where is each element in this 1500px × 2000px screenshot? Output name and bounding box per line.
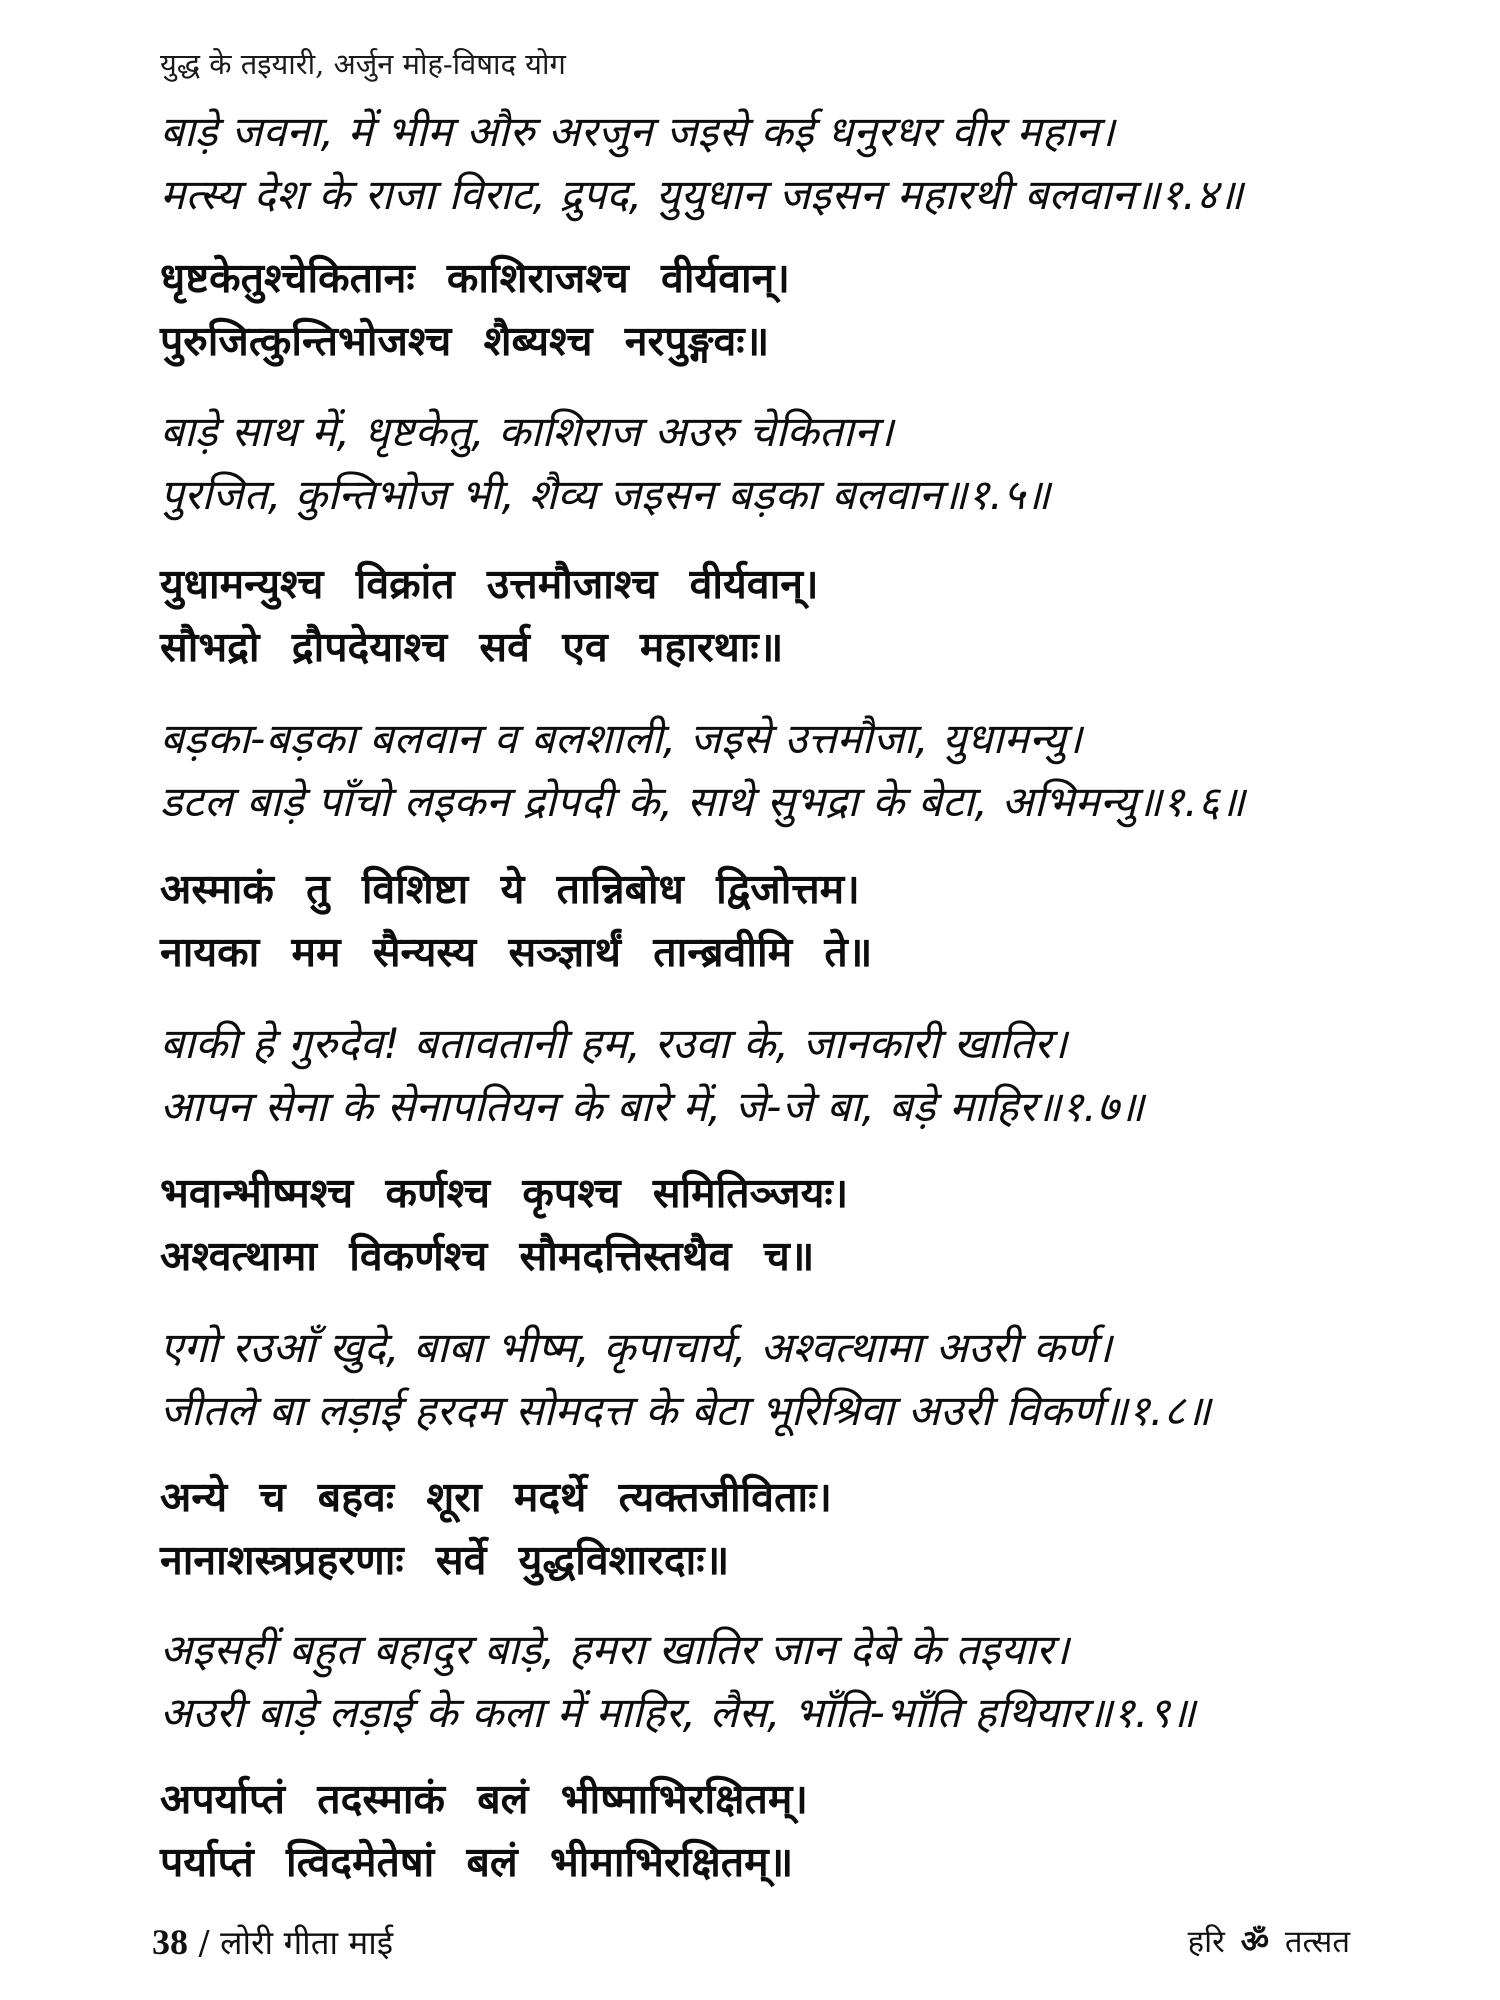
verse-line: पुरुजित्कुन्तिभोजश्च शैब्यश्च नरपुङ्गवः॥ bbox=[160, 317, 770, 365]
verse-line: नानाशस्त्रप्रहरणाः सर्वे युद्धविशारदाः॥ bbox=[160, 1536, 730, 1584]
verse-line: डटल बाड़े पाँचो लइकन द्रोपदी के, साथे सुभद्रा के बेटा, अभिमन्यु॥१.६॥ bbox=[160, 777, 1246, 826]
verse-line: भवान्भीष्मश्च कर्णश्च कृपश्च समितिञ्जयः। bbox=[160, 1169, 849, 1217]
page-footer-right bbox=[1188, 1920, 1350, 1964]
bhojpuri-verse-1-4 bbox=[160, 100, 1360, 226]
om-icon: ॐ bbox=[1240, 1924, 1269, 1960]
page-footer-left bbox=[152, 1920, 393, 1965]
verse-line: युधामन्युश्च विक्रांत उत्तमौजाश्च वीर्यवान्। bbox=[160, 560, 819, 608]
verse-line: पुरजित, कुन्तिभोज भी, शैव्य जइसन बड़का बलवान॥१.५॥ bbox=[160, 470, 1051, 519]
verse-line: मत्स्य देश के राजा विराट, द्रुपद, युयुधान जइसन महारथी बलवान॥१.४॥ bbox=[160, 170, 1244, 219]
verse-line: जीतले बा लड़ाई हरदम सोमदत्त के बेटा भूरिश्रिवा अउरी विकर्ण॥१.८॥ bbox=[160, 1386, 1211, 1435]
sanskrit-shloka-1-8 bbox=[160, 1162, 1360, 1288]
bhojpuri-verse-1-8 bbox=[160, 1316, 1360, 1442]
bhojpuri-verse-1-9 bbox=[160, 1618, 1360, 1744]
verse-line: बाड़े साथ में, धृष्टकेतु, काशिराज अउरु चेकितान। bbox=[160, 407, 894, 456]
sanskrit-shloka-1-6 bbox=[160, 553, 1360, 679]
sanskrit-shloka-1-5 bbox=[160, 247, 1360, 373]
verse-line: पर्याप्तं त्विदमेतेषां बलं भीमाभिरक्षितम्॥ bbox=[160, 1838, 794, 1886]
verse-line: अपर्याप्तं तदस्माकं बलं भीष्माभिरक्षितम्। bbox=[160, 1775, 808, 1823]
footer-prefix: हरि bbox=[1187, 1924, 1225, 1960]
verse-line: अस्माकं तु विशिष्टा ये तान्निबोध द्विजोत्तम। bbox=[160, 865, 860, 913]
bhojpuri-verse-1-7 bbox=[160, 1012, 1360, 1138]
verse-line: अश्वत्थामा विकर्णश्च सौमदत्तिस्तथैव च॥ bbox=[160, 1232, 815, 1280]
running-header-title: युद्ध के तइयारी, अर्जुन मोह-विषाद योग bbox=[160, 47, 566, 81]
footer-separator: / bbox=[188, 1923, 221, 1962]
verse-line: एगो रउआँ खुदे, बाबा भीष्म, कृपाचार्य, अश्वत्थामा अउरी कर्ण। bbox=[160, 1323, 1113, 1372]
verse-line: नायका मम सैन्यस्य सञ्ज्ञार्थं तान्ब्रवीमि ते॥ bbox=[160, 928, 873, 976]
verse-line: बड़का-बड़का बलवान व बलशाली, जइसे उत्तमौजा, युधामन्यु। bbox=[160, 714, 1083, 763]
verse-line: सौभद्रो द्रौपदेयाश्च सर्व एव महारथाः॥ bbox=[160, 623, 784, 671]
page-number: 38 bbox=[152, 1922, 188, 1962]
verse-line: बाकी हे गुरुदेव! बतावतानी हम, रउवा के, जानकारी खातिर। bbox=[160, 1019, 1068, 1068]
book-title: लोरी गीता माई bbox=[220, 1923, 394, 1962]
verse-line: अन्ये च बहवः शूरा मदर्थे त्यक्तजीविताः। bbox=[160, 1473, 832, 1521]
bhojpuri-verse-1-6 bbox=[160, 707, 1360, 833]
bhojpuri-verse-1-5 bbox=[160, 400, 1360, 526]
footer-suffix: तत्सत bbox=[1284, 1924, 1350, 1960]
verse-line: धृष्टकेतुश्चेकितानः काशिराजश्च वीर्यवान्। bbox=[160, 254, 790, 302]
verse-line: अउरी बाड़े लड़ाई के कला में माहिर, लैस, भाँति-भाँति हथियार॥१.९॥ bbox=[160, 1688, 1196, 1737]
sanskrit-shloka-1-9 bbox=[160, 1466, 1360, 1592]
verse-line: बाड़े जवना, में भीम औरु अरजुन जइसे कई धनुरधर वीर महान। bbox=[160, 107, 1115, 156]
sanskrit-shloka-1-10 bbox=[160, 1768, 1360, 1894]
sanskrit-shloka-1-7 bbox=[160, 858, 1360, 984]
verse-line: आपन सेना के सेनापतियन के बारे में, जे-जे बा, बड़े माहिर॥१.७॥ bbox=[160, 1082, 1145, 1131]
verse-line: अइसहीं बहुत बहादुर बाड़े, हमरा खातिर जान देबे के तइयार। bbox=[160, 1625, 1070, 1674]
